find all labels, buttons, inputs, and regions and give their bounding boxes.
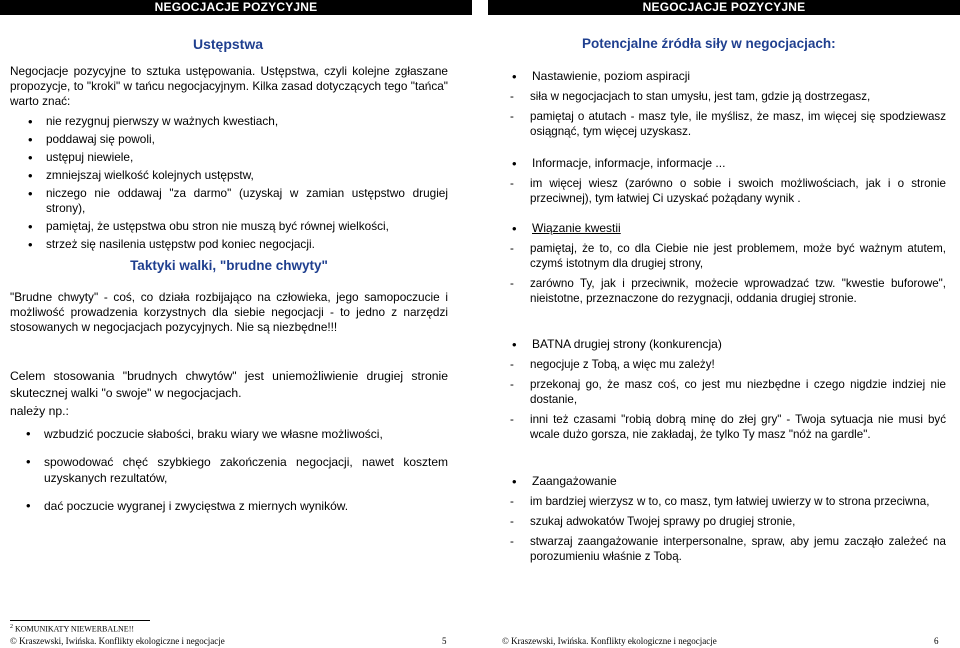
rule-item: • strzeż się nasilenia ustępstw pod koniec negocjacji. (26, 237, 448, 252)
footnote-separator (10, 620, 150, 621)
footnote (10, 624, 134, 634)
rule-item: • niczego nie oddawaj "za darmo" (uzyskaj w zamian ustępstwo drugiej strony), (26, 186, 448, 216)
goal-item: • dać poczucie wygranej i zwycięstwa z miernych wyników. (24, 498, 448, 514)
goal-item: • wzbudzić poczucie słabości, braku wiary we własne możliwości, (24, 426, 448, 442)
right-page-footer: © Kraszewski, Iwińska. Konflikty ekologiczne i negocjacje (502, 636, 717, 646)
left-page-footer: © Kraszewski, Iwińska. Konflikty ekologiczne i negocjacje (10, 636, 225, 646)
right-page (480, 0, 960, 648)
rule-item: • pamiętaj, że ustępstwa obu stron nie muszą być równej wielkości, (26, 219, 448, 234)
footnote-text: KOMUNIKATY NIEWERBALNE!! (15, 624, 135, 634)
footnote-number: 2 (10, 624, 13, 630)
right-page-number: 6 (934, 636, 939, 646)
section-information (510, 156, 946, 206)
dirty-tricks-goals-list (24, 426, 448, 514)
rule-item: • nie rezygnuj pierwszy w ważnych kwestiach, (26, 114, 448, 129)
dirty-tricks-subtitle: Taktyki walki, "brudne chwyty" (130, 258, 328, 273)
section-item: - im więcej wiesz (zarówno o sobie i swoich możliwościach, jak i o stronie przeciwnej), tym łatwiej Ci uzyskać pożądany wynik . (510, 176, 946, 206)
dirty-tricks-paragraph: "Brudne chwyty" - coś, co działa rozbijająco na człowieka, jego samopoczucie i możliwość prowadzenia korzystnych dla siebie negocjacji - to jedno z narzędzi stosowanych w negocjacjach pozycyjnych. Nie są niezbędne!!! (10, 290, 448, 334)
section-item: - szukaj adwokatów Twojej sprawy po drugiej stronie, (510, 514, 946, 529)
section-item: - pamiętaj o atutach - masz tyle, ile myślisz, że masz, im więcej się spodziewasz osiągnąć, tym więcej uzyskasz. (510, 109, 946, 139)
left-page-title: Ustępstwa (193, 36, 264, 52)
section-item: - przekonaj go, że masz coś, co jest mu niezbędne i czego nigdzie indziej nie dostanie, (510, 377, 946, 407)
section-attitude (510, 69, 946, 139)
section-item: - siła w negocjacjach to stan umysłu, jest tam, gdzie ją dostrzegasz, (510, 89, 946, 104)
section-batna (510, 337, 946, 442)
purpose-paragraph: Celem stosowania "brudnych chwytów" jest uniemożliwienie drugiej stronie skutecznej walki "o swoje" w negocjacjach. (10, 369, 448, 400)
concession-rules-list (26, 114, 448, 252)
section-heading: • Informacje, informacje, informacje ... (510, 156, 946, 171)
section-item: - im bardziej wierzysz w to, co masz, tym łatwiej uwierzy w to strona przeciwna, (510, 494, 946, 509)
section-item: - stwarzaj zaangażowanie interpersonalne, spraw, aby jemu zacząło zależeć na porozumieniu właśnie z Tobą. (510, 534, 946, 564)
rule-item: • poddawaj się powoli, (26, 132, 448, 147)
rule-item: • ustępuj niewiele, (26, 150, 448, 165)
section-item: - inni też czasami "robią dobrą minę do złej gry" - Twoja sytuacja nie musi być wcale dużo gorsza, nie zakładaj, że tylko Ty masz "nóż na gardle". (510, 412, 946, 442)
left-page-header: NEGOCJACJE POZYCYJNE (0, 0, 472, 15)
rule-item: • zmniejszaj wielkość kolejnych ustępstw, (26, 168, 448, 183)
section-item: - zarówno Ty, jak i przeciwnik, możecie wprowadzać tzw. "kwestie buforowe", nieistotne, przeznaczone do rezygnacji, oddania drugiej stronie. (510, 276, 946, 306)
right-page-header: NEGOCJACJE POZYCYJNE (488, 0, 960, 15)
left-page-number: 5 (442, 636, 447, 646)
section-heading: • Zaangażowanie (510, 474, 946, 489)
section-heading: • BATNA drugiej strony (konkurencja) (510, 337, 946, 352)
goal-item: • spowodować chęć szybkiego zakończenia negocjacji, nawet kosztem uzyskanych rezultatów, (24, 454, 448, 486)
section-linking-issues (510, 221, 946, 306)
section-commitment (510, 474, 946, 564)
intro-paragraph: Negocjacje pozycyjne to sztuka ustępowania. Ustępstwa, czyli kolejne zgłaszane propozycje, to "kroki" w tańcu negocjacyjnym. Kilka zasad dotyczących tego "tańca" warto znać: (10, 64, 448, 108)
section-item: - negocjuje z Tobą, a więc mu zależy! (510, 357, 946, 372)
right-page-title: Potencjalne źródła siły w negocjacjach: (582, 36, 836, 51)
section-heading: • Wiązanie kwestii (510, 221, 946, 236)
section-item: - pamiętaj, że to, co dla Ciebie nie jest problemem, może być ważnym atutem, czymś istotnym dla drugiej strony, (510, 241, 946, 271)
section-heading: • Nastawienie, poziom aspiracji (510, 69, 946, 84)
for-example-label: należy np.: (10, 404, 69, 418)
